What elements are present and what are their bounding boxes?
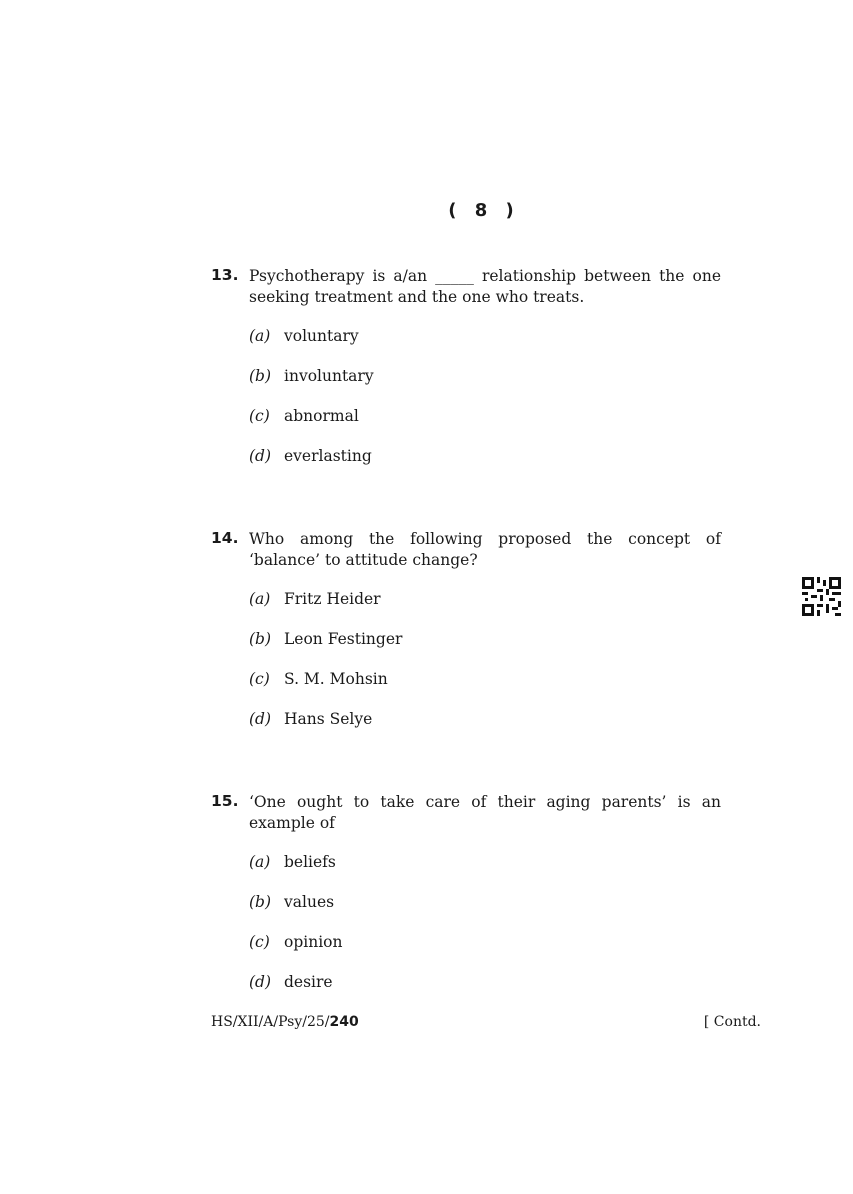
option-text: Leon Festinger xyxy=(284,630,403,648)
option-letter: (c) xyxy=(249,670,270,688)
question-14 xyxy=(211,529,721,750)
option-text: desire xyxy=(284,973,333,991)
question-text: Psychotherapy is a/an _____ relationship between the one seeking treatment and the one who treats. xyxy=(249,267,721,306)
option-text: S. M. Mohsin xyxy=(284,670,388,688)
option-text: involuntary xyxy=(284,367,374,385)
question-number: 13. xyxy=(211,266,239,284)
option-text: opinion xyxy=(284,933,343,951)
option-a xyxy=(249,590,721,630)
option-a xyxy=(249,853,721,893)
question-number: 14. xyxy=(211,529,239,547)
continued-label: [ Contd. xyxy=(703,1014,761,1030)
option-letter: (b) xyxy=(249,630,272,648)
options-list xyxy=(249,327,721,487)
question-13 xyxy=(211,266,721,487)
option-letter: (d) xyxy=(249,447,272,465)
option-text: Hans Selye xyxy=(284,710,373,728)
option-d xyxy=(249,447,721,487)
option-letter: (b) xyxy=(249,893,272,911)
option-b xyxy=(249,893,721,933)
page-footer xyxy=(211,1014,761,1030)
question-number: 15. xyxy=(211,792,239,810)
option-text: abnormal xyxy=(284,407,359,425)
question-text: Who among the following proposed the concept of ‘balance’ to attitude change? xyxy=(249,530,721,569)
option-c xyxy=(249,670,721,710)
option-letter: (c) xyxy=(249,407,270,425)
option-text: beliefs xyxy=(284,853,336,871)
question-text: ‘One ought to take care of their aging parents’ is an example of xyxy=(249,793,721,832)
option-letter: (b) xyxy=(249,367,272,385)
option-letter: (a) xyxy=(249,853,271,871)
question-15 xyxy=(211,792,721,1013)
option-c xyxy=(249,407,721,447)
page-number: ( 8 ) xyxy=(448,200,520,221)
option-text: Fritz Heider xyxy=(284,590,381,608)
options-list xyxy=(249,590,721,750)
option-c xyxy=(249,933,721,973)
option-letter: (a) xyxy=(249,327,271,345)
option-text: voluntary xyxy=(284,327,359,345)
paper-code-prefix: HS/XII/A/Psy/25/ xyxy=(211,1014,330,1030)
option-letter: (c) xyxy=(249,933,270,951)
option-letter: (a) xyxy=(249,590,271,608)
option-text: everlasting xyxy=(284,447,372,465)
option-letter: (d) xyxy=(249,973,272,991)
paper-code xyxy=(211,1014,359,1030)
option-b xyxy=(249,630,721,670)
option-text: values xyxy=(284,893,335,911)
options-list xyxy=(249,853,721,1013)
paper-code-number: 240 xyxy=(329,1014,359,1030)
option-b xyxy=(249,367,721,407)
option-a xyxy=(249,327,721,367)
option-letter: (d) xyxy=(249,710,272,728)
option-d xyxy=(249,710,721,750)
option-d xyxy=(249,973,721,1013)
qr-code-icon xyxy=(802,577,841,616)
